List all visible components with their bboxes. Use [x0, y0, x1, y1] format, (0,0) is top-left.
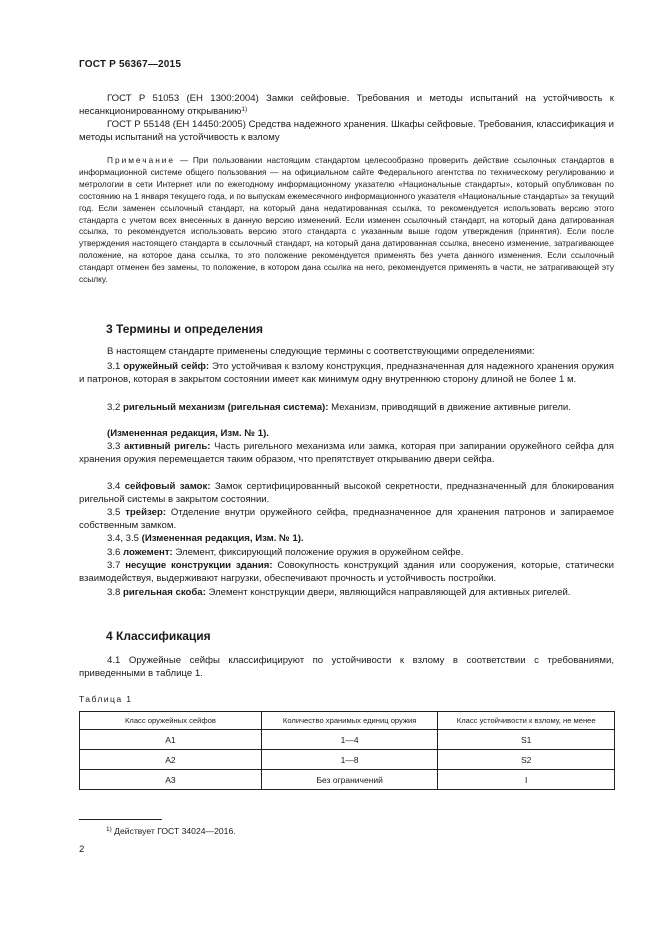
- table-cell: А2: [80, 750, 262, 770]
- column-header-class: Класс оружейных сейфов: [80, 712, 262, 730]
- column-header-quantity: Количество хранимых единиц оружия: [261, 712, 438, 730]
- reference-text: ГОСТ Р 55148 (ЕН 14450:2005) Средства надежного хранения. Шкафы сейфовые. Требования, классификация и методы испытаний на устойчивость к взлому: [79, 119, 614, 144]
- term-name: оружейный сейф:: [123, 361, 210, 372]
- table-cell: А1: [80, 730, 262, 750]
- term-3-4: [79, 480, 614, 506]
- table-cell: 1—8: [261, 750, 438, 770]
- section-3-intro: В настоящем стандарте применены следующие термины с соответствующими определениями:: [107, 346, 535, 357]
- reference-gost-55148: [79, 118, 614, 144]
- term-number: 3.4: [107, 481, 125, 492]
- term-definition: Механизм, приводящий в движение активные ригели.: [328, 402, 571, 413]
- term-3-5: [79, 506, 614, 532]
- table-cell: S1: [438, 730, 615, 750]
- footnote-divider: [79, 819, 162, 820]
- edit-note-text: (Измененная редакция, Изм. № 1).: [141, 533, 304, 544]
- term-name: трейзер:: [125, 507, 167, 518]
- section-4-title: 4 Классификация: [106, 629, 211, 643]
- term-name: несущие конструкции здания:: [125, 560, 273, 571]
- term-3-7: [79, 559, 614, 585]
- term-3-8: [79, 586, 614, 599]
- table-header-row: [80, 712, 615, 730]
- term-3-2: [79, 401, 614, 414]
- section-3-title: 3 Термины и определения: [106, 322, 264, 336]
- term-number: 3.3: [107, 441, 124, 452]
- edit-note-2: [79, 532, 614, 545]
- table-caption: Таблица 1: [79, 694, 133, 704]
- column-header-resistance: Класс устойчивости к взлому, не менее: [438, 712, 615, 730]
- term-number: 3.1: [107, 361, 124, 372]
- paragraph-4-1: 4.1 Оружейные сейфы классифицируют по устойчивости к взлому в соответствии с требованиями, приведенными в таблице 1.: [79, 655, 614, 680]
- term-3-1: [79, 360, 614, 386]
- term-name: ригельный механизм (ригельная система):: [123, 402, 329, 413]
- term-definition: Часть ригельного механизма или замка, которая при запирании оружейного сейфа для хранения оружия перемещается таким образом, что препятствует открыванию двери сейфа.: [79, 441, 614, 466]
- term-number: 3.7: [107, 560, 126, 571]
- term-number: 3.5: [107, 507, 126, 518]
- edit-note-numbers: 3.4, 3.5: [107, 533, 142, 544]
- term-definition: Элемент конструкции двери, являющийся направляющей для активных ригелей.: [205, 587, 571, 598]
- table-cell: А3: [80, 770, 262, 790]
- term-definition: Замок сертифицированный высокой секретности, предназначенный для блокирования ригельной системы в закрытом состоянии.: [79, 481, 614, 506]
- term-3-3: [79, 440, 614, 466]
- edit-note-text: (Измененная редакция, Изм. № 1).: [107, 428, 269, 439]
- reference-gost-51053: [79, 92, 614, 118]
- note-label: Примечание: [107, 155, 176, 165]
- footnote: [106, 826, 236, 836]
- note-paragraph: [79, 155, 614, 286]
- table-row: [80, 750, 615, 770]
- term-definition: Это устойчивая к взлому конструкция, предназначенная для надежного хранения оружия и патронов, которая в закрытом состоянии имеет как минимум одну внутреннюю сторону длиной не более 1 м.: [79, 361, 614, 386]
- term-name: сейфовый замок:: [124, 481, 211, 492]
- note-text: — При пользовании настоящим стандартом целесообразно проверить действие ссылочных стандартов в информационной системе общего пользования — на официальном сайте Федерального агентства по техническому регулированию и метрологии в сети Интернет или по ежегодному информационному указателю «Национальные стандарты», который опубликован по состоянию на 1 января текущего года, и по выпускам ежемесячного информационного указателя «Национальные стандарты» за текущий год. Если заменен ссылочный стандарт, на который дана недатированная ссылка, то рекомендуется использовать версию этого стандарта с учетом всех внесенных в данную версию изменений. Если изменен ссылочный стандарт, на который дана датированная ссылка, то рекомендуется использовать версию этого стандарта с указанным выше годом утверждения (принятия). Если после утверждения настоящего стандарта в ссылочный стандарт, на который дана датированная ссылка, внесено изменение, затрагивающее положение, на которое дана ссылка, то это положение рекомендуется применять без учета данного изменения. Если ссылочный стандарт отменен без замены, то положение, в котором дана ссылка на него, рекомендуется применять в части, не затрагивающей эту ссылку.: [79, 155, 614, 285]
- term-name: ложемент:: [123, 547, 173, 558]
- term-definition: Совокупность конструкций здания или сооружения, которые, статически взаимодействуя, выдерживают нагрузки, обеспечивают прочность и устойчивость постройки.: [79, 560, 614, 585]
- table-cell: Без ограничений: [261, 770, 438, 790]
- classification-table: [79, 711, 615, 790]
- footnote-mark: 1): [241, 106, 248, 114]
- table-cell: 1—4: [261, 730, 438, 750]
- term-definition: Элемент, фиксирующий положение оружия в оружейном сейфе.: [172, 547, 464, 558]
- edit-note-1: [79, 427, 614, 440]
- term-number: 3.2: [107, 402, 124, 413]
- table-row: [80, 730, 615, 750]
- table-row: [80, 770, 615, 790]
- term-number: 3.6: [107, 547, 124, 558]
- term-definition: Отделение внутри оружейного сейфа, предназначенное для хранения патронов и запираемое собственным замком.: [79, 507, 614, 532]
- table-cell: I: [438, 770, 615, 790]
- term-number: 3.8: [107, 587, 124, 598]
- page-number: 2: [79, 844, 85, 855]
- term-3-6: [79, 546, 614, 559]
- term-name: ригельная скоба:: [123, 587, 206, 598]
- footnote-text: Действует ГОСТ 34024—2016.: [111, 826, 236, 836]
- document-header: ГОСТ Р 56367—2015: [79, 59, 182, 70]
- table-cell: S2: [438, 750, 615, 770]
- term-name: активный ригель:: [124, 441, 211, 452]
- footnote-mark: 1): [106, 826, 112, 833]
- reference-text: ГОСТ Р 51053 (ЕН 1300:2004) Замки сейфовые. Требования и методы испытаний на устойчивость к несанкционированному открыванию: [79, 93, 614, 118]
